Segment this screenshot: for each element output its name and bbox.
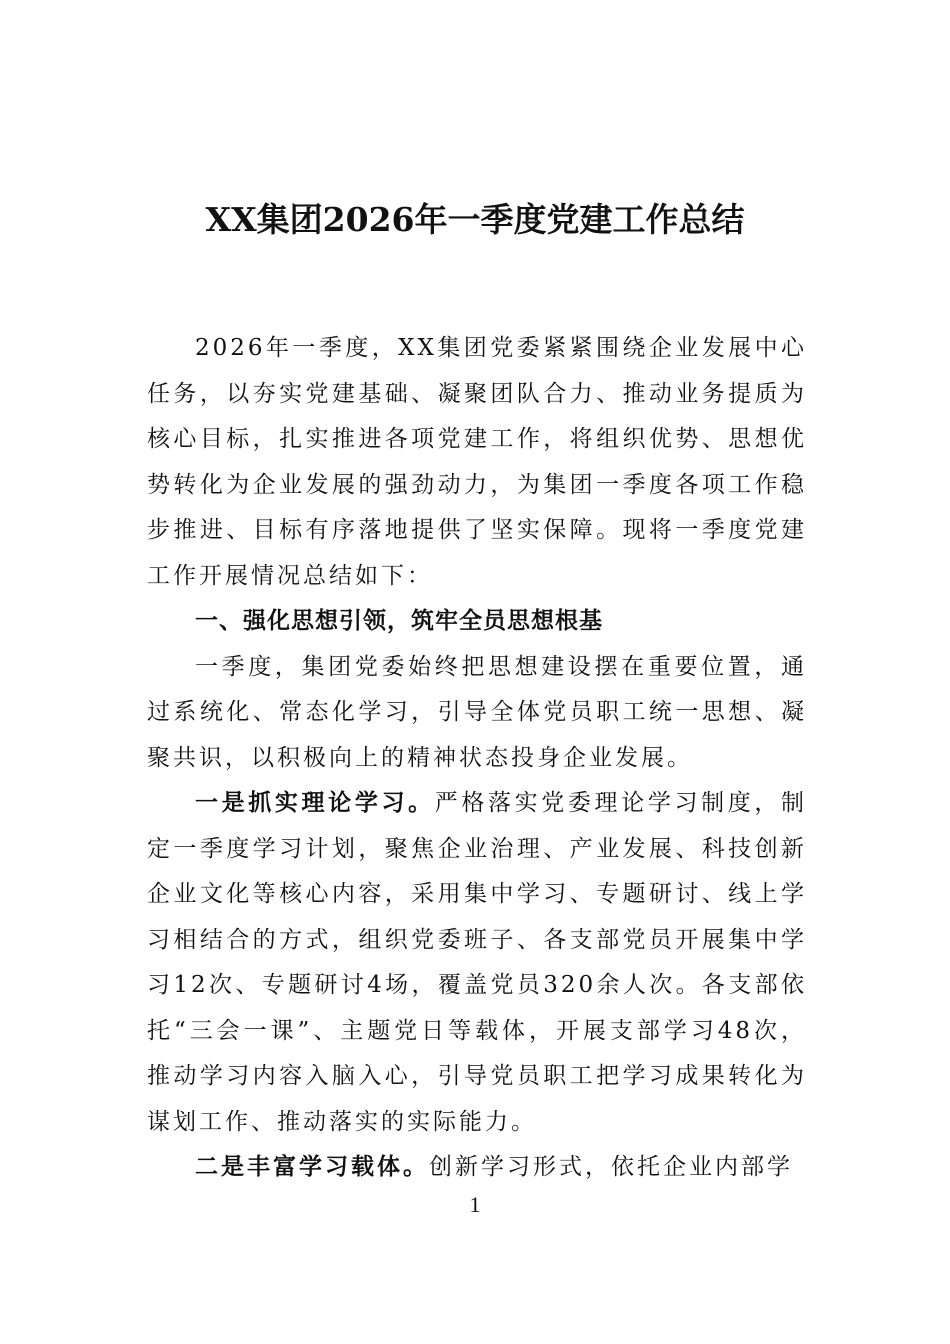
item-paragraph-learning-carriers (147, 1145, 807, 1191)
document-title: XX集团2026年一季度党建工作总结 (205, 200, 745, 239)
document-body (147, 326, 807, 1191)
section-heading: 一、强化思想引领，筑牢全员思想根基 (195, 608, 603, 634)
item-lead-theory-study: 一是抓实理论学习。 (195, 790, 435, 816)
intro-paragraph: 2026年一季度，XX集团党委紧紧围绕企业发展中心任务，以夯实党建基础、凝聚团队合力、推动业务提质为核心目标，扎实推进各项党建工作，将组织优势、思想优势转化为企业发展的强劲动力，为集团一季度各项工作稳步推进、目标有序落地提供了坚实保障。现将一季度党建工作开展情况总结如下： (147, 335, 807, 589)
page-number: 1 (469, 1192, 481, 1217)
item-lead-learning-carriers: 二是丰富学习载体。 (195, 1154, 429, 1180)
item-paragraph-theory-study (147, 781, 807, 1145)
item-text-theory-study: 严格落实党委理论学习制度，制定一季度学习计划，聚焦企业治理、产业发展、科技创新企业文化等核心内容，采用集中学习、专题研讨、线上学习相结合的方式，组织党委班子、各支部党员开展集中学习12次、专题研讨4场，覆盖党员320余人次。各支部依托“三会一课”、主题党日等载体，开展支部学习48次，推动学习内容入脑入心，引导党员职工把学习成果转化为谋划工作、推动落实的实际能力。 (147, 790, 808, 1135)
section-intro-paragraph: 一季度，集团党委始终把思想建设摆在重要位置，通过系统化、常态化学习，引导全体党员职工统一思想、凝聚共识，以积极向上的精神状态投身企业发展。 (147, 653, 807, 771)
item-text-learning-carriers: 创新学习形式，依托企业内部学 (429, 1154, 793, 1180)
